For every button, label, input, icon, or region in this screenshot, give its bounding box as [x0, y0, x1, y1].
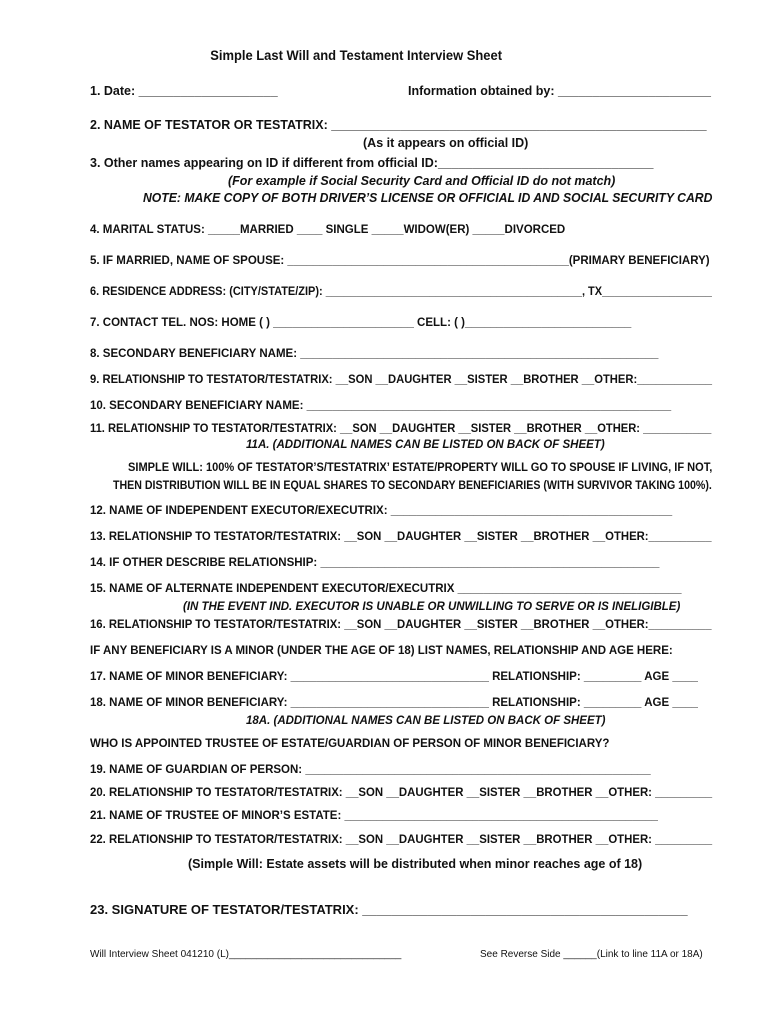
signature-line[interactable]: 23. SIGNATURE OF TESTATOR/TESTATRIX: _____________________________________________	[90, 902, 688, 917]
page-title: Simple Last Will and Testament Interview Sheet	[210, 47, 503, 63]
marital-status-line[interactable]: 4. MARITAL STATUS: _____MARRIED ____ SINGLE _____WIDOW(ER) _____DIVORCED	[90, 224, 566, 236]
secondary-beneficiary-line-8[interactable]: 8. SECONDARY BENEFICIARY NAME: ________________________________________________________	[90, 348, 659, 360]
simple-will-text-1: SIMPLE WILL: 100% OF TESTATOR’S/TESTATRIX’ ESTATE/PROPERTY WILL GO TO SPOUSE IF LIVING, IF NOT,	[128, 462, 713, 474]
relationship-line-11[interactable]: 11. RELATIONSHIP TO TESTATOR/TESTATRIX: __SON __DAUGHTER __SISTER __BROTHER __OTHER: ___________	[90, 423, 712, 435]
spouse-name-line[interactable]: 5. IF MARRIED, NAME OF SPOUSE: ____________________________________________(PRIMARY BENEFICIARY)	[90, 255, 710, 267]
minor-instructions: IF ANY BENEFICIARY IS A MINOR (UNDER THE AGE OF 18) LIST NAMES, RELATIONSHIP AND AGE HERE:	[90, 645, 673, 657]
additional-names-note-18a: 18A. (ADDITIONAL NAMES CAN BE LISTED ON BACK OF SHEET)	[246, 715, 606, 727]
contact-phone-line[interactable]: 7. CONTACT TEL. NOS: HOME ( ) ______________________ CELL: ( )__________________________	[90, 317, 632, 329]
additional-names-note-11a: 11A. (ADDITIONAL NAMES CAN BE LISTED ON BACK OF SHEET)	[246, 439, 605, 451]
alternate-executor-line[interactable]: 15. NAME OF ALTERNATE INDEPENDENT EXECUTOR/EXECUTRIX ___________________________________	[90, 583, 682, 595]
executor-name-line[interactable]: 12. NAME OF INDEPENDENT EXECUTOR/EXECUTRIX: ____________________________________________	[90, 505, 673, 517]
copy-note: NOTE: MAKE COPY OF BOTH DRIVER’S LICENSE OR OFFICIAL ID AND SOCIAL SECURITY CARD	[143, 191, 713, 205]
minor-beneficiary-line-18[interactable]: 18. NAME OF MINOR BENEFICIARY: _______________________________ RELATIONSHIP: _________ AGE ____	[90, 697, 698, 709]
secondary-beneficiary-line-10[interactable]: 10. SECONDARY BENEFICIARY NAME: _________________________________________________________	[90, 400, 672, 412]
date-line[interactable]: 1. Date: ____________________	[90, 84, 278, 98]
residence-address-line[interactable]: 6. RESIDENCE ADDRESS: (CITY/STATE/ZIP): __________________________________________, TX__________________	[90, 286, 712, 298]
trustee-question: WHO IS APPOINTED TRUSTEE OF ESTATE/GUARDIAN OF PERSON OF MINOR BENEFICIARY?	[90, 738, 610, 750]
trustee-name-line[interactable]: 21. NAME OF TRUSTEE OF MINOR’S ESTATE: _________________________________________________	[90, 810, 658, 822]
relationship-line-9[interactable]: 9. RELATIONSHIP TO TESTATOR/TESTATRIX: __SON __DAUGHTER __SISTER __BROTHER __OTHER:____________	[90, 374, 713, 386]
guardian-name-line[interactable]: 19. NAME OF GUARDIAN OF PERSON: ______________________________________________________	[90, 764, 651, 776]
minor-beneficiary-line-17[interactable]: 17. NAME OF MINOR BENEFICIARY: _______________________________ RELATIONSHIP: _________ AGE ____	[90, 671, 698, 683]
relationship-line-16[interactable]: 16. RELATIONSHIP TO TESTATOR/TESTATRIX: __SON __DAUGHTER __SISTER __BROTHER __OTHER:__________	[90, 619, 712, 631]
other-names-line[interactable]: 3. Other names appearing on ID if different from official ID:_______________________________	[90, 156, 654, 170]
example-note: (For example if Social Security Card and Official ID do not match)	[228, 174, 616, 188]
relationship-line-20[interactable]: 20. RELATIONSHIP TO TESTATOR/TESTATRIX: __SON __DAUGHTER __SISTER __BROTHER __OTHER: _________	[90, 787, 713, 799]
relationship-line-22[interactable]: 22. RELATIONSHIP TO TESTATOR/TESTATRIX: __SON __DAUGHTER __SISTER __BROTHER __OTHER: _________	[90, 834, 713, 846]
relationship-line-13[interactable]: 13. RELATIONSHIP TO TESTATOR/TESTATRIX: __SON __DAUGHTER __SISTER __BROTHER __OTHER:__________	[90, 531, 712, 543]
simple-will-minor-note: (Simple Will: Estate assets will be distributed when minor reaches age of 18)	[188, 857, 643, 871]
footer-right: See Reverse Side ______(Link to line 11A or 18A)	[480, 949, 703, 960]
simple-will-text-2: THEN DISTRIBUTION WILL BE IN EQUAL SHARES TO SECONDARY BENEFICIARIES (WITH SURVIVOR TAKING 100%).	[113, 480, 712, 492]
information-obtained-line[interactable]: Information obtained by: ______________________	[408, 84, 711, 98]
official-id-note: (As it appears on official ID)	[363, 136, 529, 150]
describe-relationship-line[interactable]: 14. IF OTHER DESCRIBE RELATIONSHIP: _____________________________________________________	[90, 557, 660, 569]
alternate-executor-note: (IN THE EVENT IND. EXECUTOR IS UNABLE OR UNWILLING TO SERVE OR IS INELIGIBLE)	[183, 601, 681, 613]
testator-name-line[interactable]: 2. NAME OF TESTATOR OR TESTATRIX: ______________________________________________________	[90, 118, 707, 132]
footer-left: Will Interview Sheet 041210 (L)_______________________________	[90, 949, 402, 960]
